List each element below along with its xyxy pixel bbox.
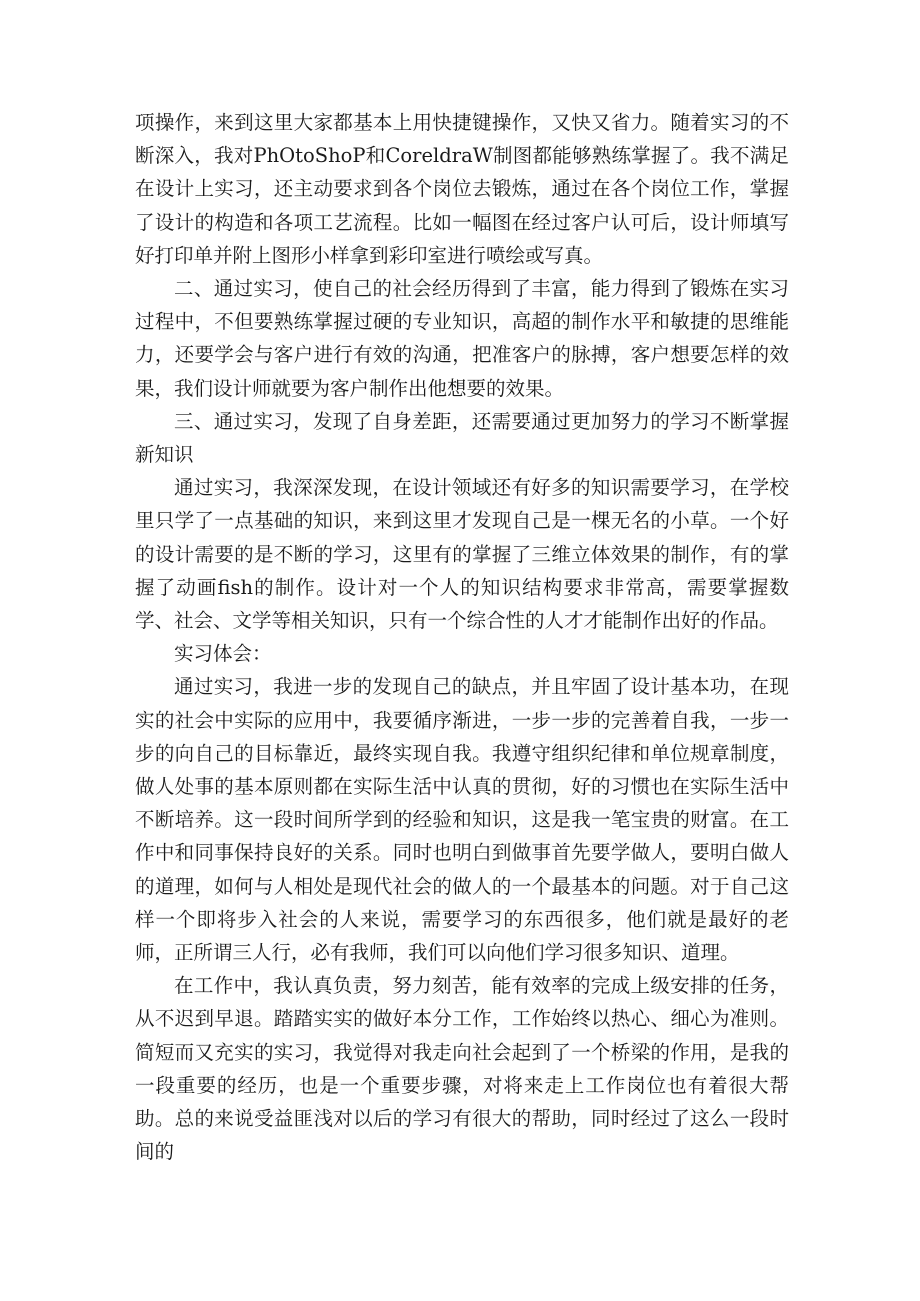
document-body — [135, 106, 789, 1169]
paragraph-section-three-body: 通过实习，我深深发现，在设计领域还有好多的知识需要学习，在学校里只学了一点基础的知识，来到这里才发现自己是一棵无名的小草。一个好的设计需要的是不断的学习，这里有的掌握了三维立体效果的制作，有的掌握了动画fish的制作。设计对一个人的知识结构要求非常高，需要掌握数学、社会、文学等相关知识，只有一个综合性的人才才能制作出好的作品。 — [135, 476, 789, 633]
paragraph-section-two: 二、通过实习，使自己的社会经历得到了丰富，能力得到了锻炼在实习过程中，不但要熟练掌握过硬的专业知识，高超的制作水平和敏捷的思维能力，还要学会与客户进行有效的沟通，把准客户的脉搏，客户想要怎样的效果，我们设计师就要为客户制作出他想要的效果。 — [135, 277, 789, 400]
paragraph-experience-body: 通过实习，我进一步的发现自己的缺点，并且牢固了设计基本功，在现实的社会中实际的应用中，我要循序渐进，一步一步的完善着自我，一步一步的向自己的目标靠近，最终实现自我。我遵守组织纪律和单位规章制度，做人处事的基本原则都在实际生活中认真的贯彻，好的习惯也在实际生活中不断培养。这一段时间所学到的经验和知识，这是我一笔宝贵的财富。在工作中和同事保持良好的关系。同时也明白到做事首先要学做人，要明白做人的道理，如何与人相处是现代社会的做人的一个最基本的问题。对于自己这样一个即将步入社会的人来说，需要学习的东西很多，他们就是最好的老师，正所谓三人行，必有我师，我们可以向他们学习很多知识、道理。 — [135, 675, 789, 965]
paragraph-experience-heading: 实习体会： — [174, 642, 272, 666]
paragraph-section-three-heading: 三、通过实习，发现了自身差距，还需要通过更加努力的学习不断掌握新知识 — [135, 409, 789, 467]
paragraph-continuation: 项操作，来到这里大家都基本上用快捷键操作，又快又省力。随着实习的不断深入，我对PhOtoShoP和CoreldraW制图都能够熟练掌握了。我不满足在设计上实习，还主动要求到各个岗位去锻炼，通过在各个岗位工作，掌握了设计的构造和各项工艺流程。比如一幅图在经过客户认可后，设计师填写好打印单并附上图形小样拿到彩印室进行喷绘或写真。 — [135, 111, 789, 267]
paragraph-work-attitude: 在工作中，我认真负责，努力刻苦，能有效率的完成上级安排的任务，从不迟到早退。踏踏实实的做好本分工作，工作始终以热心、细心为准则。简短而又充实的实习，我觉得对我走向社会起到了一个桥梁的作用，是我的一段重要的经历，也是一个重要步骤，对将来走上工作岗位也有着很大帮助。总的来说受益匪浅对以后的学习有很大的帮助，同时经过了这么一段时间的 — [135, 974, 789, 1164]
